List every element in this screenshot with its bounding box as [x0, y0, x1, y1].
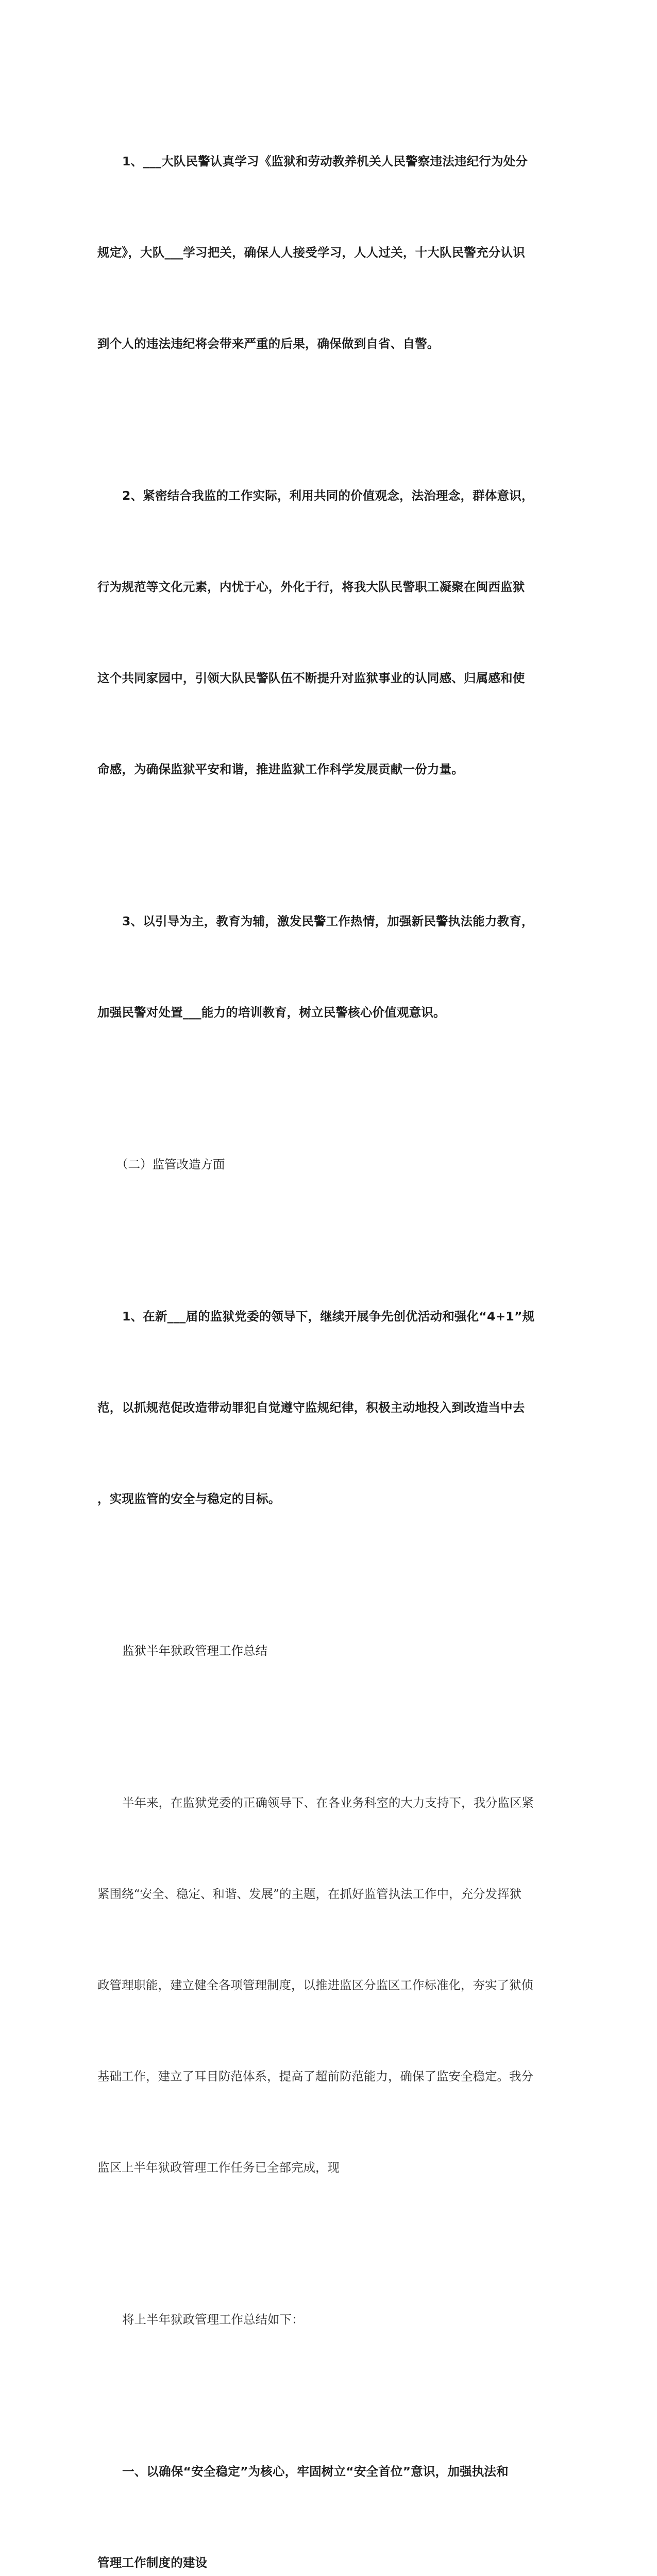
section-heading-supervision [97, 1089, 561, 1241]
text-line: 行为规范等文化元素，内忧于心，外化于行，将我大队民警职工凝聚在闽西监狱 [97, 580, 525, 594]
paragraph-9 [97, 2396, 561, 2576]
text-line: （二）监管改造方面 [116, 1157, 225, 1172]
paragraph-3 [97, 845, 561, 1089]
paragraph-7 [97, 1727, 561, 2244]
text-line: 半年来，在监狱党委的正确领导下、在各业务科室的大力支持下，我分监区紧 [122, 1795, 534, 1810]
text-line: 将上半年狱政管理工作总结如下： [122, 2312, 304, 2327]
paragraph-1 [97, 86, 561, 420]
text-line: 基础工作，建立了耳目防范体系，提高了超前防范能力，确保了监安全稳定。我分 [97, 2069, 533, 2083]
text-line: ，实现监管的安全与稳定的目标。 [97, 1492, 281, 1506]
text-line: 规定》，大队___学习把关，确保人人接受学习，人人过关，十大队民警充分认识 [97, 245, 525, 260]
text-line: 这个共同家园中，引领大队民警队伍不断提升对监狱事业的认同感、归属感和使 [97, 671, 525, 685]
document-subtitle [97, 1575, 561, 1727]
text-line: 2、紧密结合我监的工作实际，利用共同的价值观念，法治理念，群体意识， [122, 488, 534, 503]
text-line: 到个人的违法违纪将会带来严重的后果，确保做到自省、自警。 [97, 336, 440, 351]
text-line: 1、___大队民警认真学习《监狱和劳动教养机关人民警察违法违纪行为处分 [122, 154, 528, 168]
text-line: 3、以引导为主，教育为辅，激发民警工作热情，加强新民警执法能力教育， [122, 914, 534, 928]
paragraph-2 [97, 420, 561, 845]
text-line: 1、在新___届的监狱党委的领导下，继续开展争先创优活动和强化“4+1”规 [122, 1309, 535, 1324]
document-body [97, 86, 561, 2576]
text-line: 命感，为确保监狱平安和谐，推进监狱工作科学发展贡献一份力量。 [97, 762, 464, 776]
text-line: 加强民警对处置___能力的培训教育，树立民警核心价值观意识。 [97, 1005, 446, 1020]
text-line: 紧围绕“安全、稳定、和谐、发展”的主题，在抓好监管执法工作中，充分发挥狱 [97, 1887, 522, 1901]
text-line: 监区上半年狱政管理工作任务已全部完成，现 [97, 2160, 340, 2175]
text-line: 政管理职能，建立健全各项管理制度，以推进监区分监区工作标准化，夯实了狱侦 [97, 1978, 533, 1992]
text-line: 管理工作制度的建设 [97, 2555, 208, 2570]
paragraph-8 [97, 2244, 561, 2396]
text-line: 范，以抓规范促改造带动罪犯自觉遵守监规纪律，积极主动地投入到改造当中去 [97, 1400, 525, 1415]
text-line: 一、以确保“安全稳定”为核心，牢固树立“安全首位”意识，加强执法和 [122, 2464, 509, 2479]
paragraph-5 [97, 1241, 561, 1575]
text-line: 监狱半年狱政管理工作总结 [122, 1643, 267, 1658]
